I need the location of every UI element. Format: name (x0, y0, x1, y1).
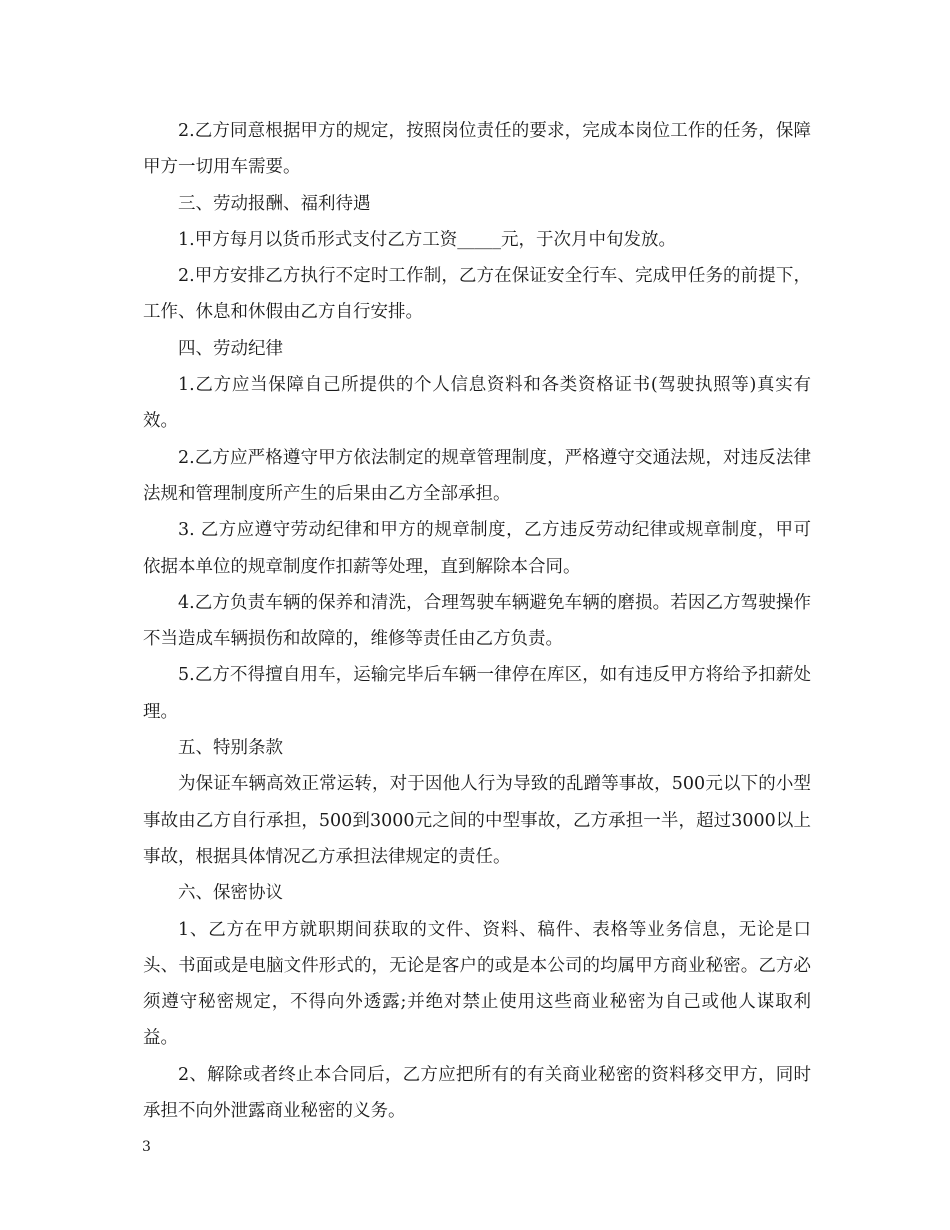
section-heading-discipline: 四、劳动纪律 (178, 338, 283, 359)
paragraph-discipline-1: 1.乙方应当保障自己所提供的个人信息资料和各类资格证书(驾驶执照等)真实有效。 (143, 375, 811, 432)
paragraph-salary: 1.甲方每月以货币形式支付乙方工资_____元，于次月中旬发放。 (178, 229, 676, 250)
paragraph-special-terms: 为保证车辆高效正常运转，对于因他人行为导致的乱蹭等事故，500元以下的小型事故由乙方自行承担，500到3000元之间的中型事故，乙方承担一半，超过3000以上事故，根据具体情况乙方承担法律规定的责任。 (143, 774, 811, 867)
section-heading-confidentiality: 六、保密协议 (178, 883, 283, 904)
paragraph-discipline-3: 3. 乙方应遵守劳动纪律和甲方的规章制度，乙方违反劳动纪律或规章制度，甲可依据本单位的规章制度作扣薪等处理，直到解除本合同。 (143, 520, 811, 577)
paragraph-discipline-5: 5.乙方不得擅自用车，运输完毕后车辆一律停在库区，如有违反甲方将给予扣薪处理。 (143, 665, 811, 722)
paragraph-discipline-4: 4.乙方负责车辆的保养和清洗，合理驾驶车辆避免车辆的磨损。若因乙方驾驶操作不当造成车辆损伤和故障的，维修等责任由乙方负责。 (143, 592, 811, 650)
section-heading-special-terms: 五、特别条款 (178, 738, 283, 759)
document-body (143, 113, 811, 1129)
page-number: 3 (142, 1139, 151, 1155)
section-heading-remuneration: 三、劳动报酬、福利待遇 (178, 193, 371, 214)
paragraph-confidentiality-2: 2、解除或者终止本合同后，乙方应把所有的有关商业秘密的资料移交甲方，同时承担不向外泄露商业秘密的义务。 (143, 1064, 811, 1122)
paragraph-clause-2-duty: 2.乙方同意根据甲方的规定，按照岗位责任的要求，完成本岗位工作的任务，保障甲方一切用车需要。 (143, 121, 811, 178)
paragraph-discipline-2: 2.乙方应严格遵守甲方依法制定的规章管理制度，严格遵守交通法规，对违反法律法规和管理制度所产生的后果由乙方全部承担。 (143, 447, 811, 504)
paragraph-working-hours: 2.甲方安排乙方执行不定时工作制，乙方在保证安全行车、完成甲任务的前提下，工作、休息和休假由乙方自行安排。 (143, 266, 811, 323)
paragraph-confidentiality-1: 1、乙方在甲方就职期间获取的文件、资料、稿件、表格等业务信息，无论是口头、书面或是电脑文件形式的，无论是客户的或是本公司的均属甲方商业秘密。乙方必须遵守秘密规定，不得向外透露;并绝对禁止使用这些商业秘密为自己或他人谋取利益。 (143, 919, 811, 1049)
